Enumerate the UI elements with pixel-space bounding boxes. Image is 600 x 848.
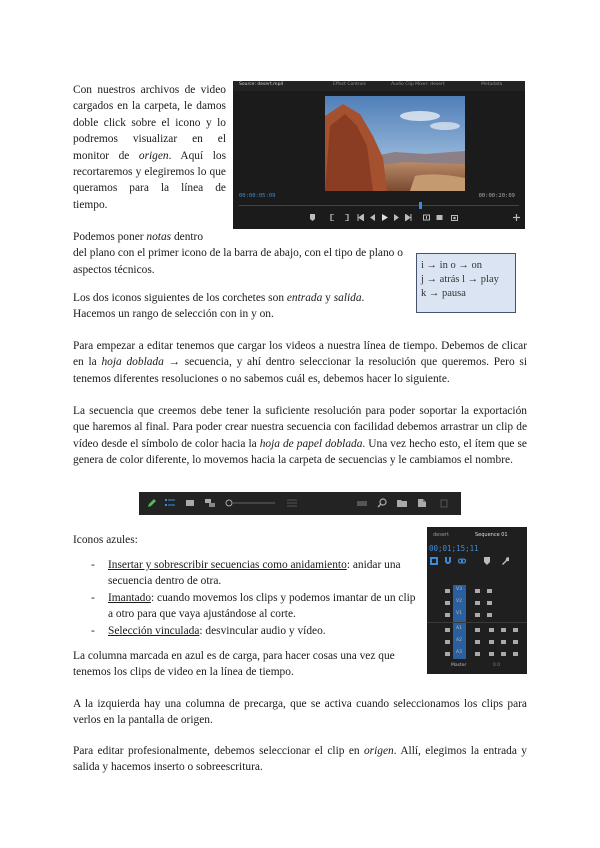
new-bin-icon[interactable] (397, 498, 407, 508)
track-row-a2 (441, 638, 521, 647)
snap-magnet-icon[interactable] (444, 557, 452, 565)
master-track-label: Master (451, 663, 467, 668)
bullet-term-imantado: Imantado (108, 591, 152, 604)
paragraph-sequence (73, 403, 527, 469)
paragraph-blue-column: La columna marcada en azul es de carga, para hacer cosas una vez que tenemos los clips de video en la línea de tiempo. (73, 650, 395, 679)
para2-text: Podemos poner (73, 231, 147, 243)
paragraph-in-out (73, 290, 408, 323)
wrench-icon[interactable] (501, 557, 509, 565)
list-view-icon[interactable] (165, 498, 175, 508)
bullet-desc-anidamiento: : anidar una secuencia dentro de otra. (108, 559, 401, 588)
mark-out-icon[interactable] (343, 214, 350, 221)
linked-selection-icon[interactable] (458, 557, 466, 565)
bullet-desc-imantado: : cuando movemos los clips y podemos imantar de un clip a otro para que vaya ajustándose al corte. (108, 591, 416, 621)
mute-icon[interactable] (489, 628, 494, 632)
mark-in-icon[interactable] (329, 214, 336, 221)
list-item (91, 590, 418, 623)
blue-icons-list (91, 557, 418, 639)
para2-emphasis: notas (146, 231, 172, 243)
monitor-tab-metadata[interactable]: Metadata (481, 82, 503, 87)
microphone-icon[interactable] (513, 628, 518, 632)
track-row-v2 (441, 599, 521, 608)
para4-text-end: → secuencia, y ahí dentro seleccionar la resolución que queremos. Pero si tenemos diferentes resoluciones o no sabemos cuál es, debemos hacer lo siguiente. (73, 356, 527, 385)
para1-emphasis: origen (138, 149, 169, 162)
para8-text: Para editar profesionalmente, debemos seleccionar el clip en (73, 745, 364, 757)
add-button-icon[interactable] (513, 214, 520, 221)
solo-icon[interactable] (501, 640, 506, 644)
track-label-a1: A1 (456, 626, 462, 631)
eye-icon[interactable] (487, 601, 492, 605)
zoom-slider[interactable] (225, 498, 275, 508)
timeline-timecode: 00;01;15;11 (429, 544, 479, 553)
add-marker-icon[interactable] (483, 557, 491, 565)
solo-icon[interactable] (501, 628, 506, 632)
paragraph-origin-monitor (73, 82, 226, 213)
microphone-icon[interactable] (513, 652, 518, 656)
track-label-a3: A3 (456, 650, 462, 655)
automate-to-sequence-icon[interactable] (357, 498, 367, 508)
paragraph-professional-edit (73, 743, 527, 776)
paragraph-notes (73, 229, 403, 278)
track-row-a1 (441, 626, 521, 635)
lock-icon[interactable] (445, 601, 450, 605)
project-panel-toolbar (139, 492, 461, 515)
lock-icon[interactable] (445, 652, 450, 656)
para5-text-end: . Una vez hecho esto, el ítem que se genera de color diferente, lo movemos hacia la carpeta de secuencias y le cambiamos el nombre. (73, 437, 527, 467)
sync-lock-icon[interactable] (475, 652, 480, 656)
source-monitor-screenshot (233, 81, 525, 229)
monitor-time-ruler[interactable] (239, 205, 519, 210)
export-frame-icon[interactable] (451, 214, 458, 221)
track-label-a2: A2 (456, 638, 462, 643)
lock-icon[interactable] (445, 640, 450, 644)
monitor-timecode-current: 00:00:05:09 (239, 193, 276, 199)
para1-text-end: . Aquí los recortaremos y elegiremos lo que queramos para la línea de tiempo. (73, 149, 226, 211)
icon-view-icon[interactable] (185, 498, 195, 508)
sync-lock-icon[interactable] (475, 589, 480, 593)
track-row-a3 (441, 650, 521, 659)
sort-icon[interactable] (287, 498, 297, 508)
microphone-icon[interactable] (513, 640, 518, 644)
go-to-in-icon[interactable] (357, 214, 364, 221)
monitor-timecode-duration: 00:00:20:09 (478, 193, 515, 199)
para3-emphasis-entrada: entrada (286, 292, 323, 304)
shortcut-keys-box (416, 253, 516, 313)
mute-icon[interactable] (489, 640, 494, 644)
timeline-tab-sequence[interactable]: Sequence 01 (475, 532, 508, 538)
mute-icon[interactable] (489, 652, 494, 656)
track-label-v2: V2 (456, 599, 462, 604)
eye-icon[interactable] (487, 589, 492, 593)
eye-icon[interactable] (487, 613, 492, 617)
para2-text-rest: del plano con el primer icono de la barra de abajo, con el tipo de plano o aspectos técnicos. (73, 247, 403, 276)
para3-text-and: y (322, 292, 334, 304)
track-row-v3 (441, 587, 521, 596)
shortcut-line-1: i → in o → on (421, 260, 482, 271)
sync-lock-icon[interactable] (475, 601, 480, 605)
list-item (91, 623, 418, 639)
lock-icon[interactable] (445, 613, 450, 617)
playhead-icon[interactable] (419, 202, 422, 209)
lock-icon[interactable] (445, 589, 450, 593)
monitor-tab-effects[interactable]: Effect Controls (333, 82, 366, 87)
shortcut-line-3: k → pausa (421, 288, 466, 299)
insert-icon[interactable] (423, 214, 430, 221)
video-frame-desert (325, 96, 465, 191)
track-row-v1 (441, 611, 521, 620)
master-track-value[interactable]: 0.0 (493, 663, 501, 668)
para3-text-end: . Hacemos un rango de selección con in y on. (73, 292, 365, 321)
timeline-track-panel (427, 527, 527, 674)
play-icon[interactable] (381, 214, 388, 221)
go-to-out-icon[interactable] (405, 214, 412, 221)
timeline-tab-desert[interactable]: desert (433, 532, 449, 538)
bullet-term-anidamiento: Insertar y sobrescribir secuencias como anidamiento (108, 559, 347, 571)
lock-icon[interactable] (445, 628, 450, 632)
nest-sequence-icon[interactable] (430, 557, 438, 565)
overwrite-icon[interactable] (436, 214, 443, 221)
track-label-v1: V1 (456, 611, 462, 616)
para2-text-mid: dentro (171, 231, 204, 243)
paragraph-load-videos (73, 338, 527, 387)
track-label-v3: V3 (456, 587, 462, 592)
bullet-term-seleccion: Selección vinculada (108, 624, 200, 637)
new-item-icon[interactable] (417, 498, 427, 508)
para8-emphasis: origen (363, 745, 394, 757)
pencil-icon[interactable] (147, 498, 157, 508)
sync-lock-icon[interactable] (475, 628, 480, 632)
sync-lock-icon[interactable] (475, 640, 480, 644)
step-back-icon[interactable] (369, 214, 376, 221)
monitor-tab-audio-mixer[interactable]: Audio Clip Mixer: desert (391, 82, 445, 87)
solo-icon[interactable] (501, 652, 506, 656)
monitor-tab-bar (233, 81, 525, 91)
bullet-desc-seleccion: : desvincular audio y vídeo. (199, 624, 326, 637)
para4-text: Para empezar a editar tenemos que cargar los videos a nuestra línea de tiempo. Debemos de clicar en la (73, 340, 527, 369)
clear-icon[interactable] (439, 498, 449, 508)
video-audio-divider (427, 622, 527, 623)
add-marker-icon[interactable] (309, 214, 316, 221)
find-icon[interactable] (377, 498, 387, 508)
para1-text: Con nuestros archivos de video cargados en la carpeta, le damos doble click sobre el icono y lo podremos visualizar en el monitor de (73, 84, 226, 162)
freeform-view-icon[interactable] (205, 498, 215, 508)
step-forward-icon[interactable] (393, 214, 400, 221)
monitor-tab-source[interactable]: Source: desert.mp4 (239, 82, 284, 87)
sync-lock-icon[interactable] (475, 613, 480, 617)
paragraph-preload-column: A la izquierda hay una columna de precarga, que se activa cuando seleccionamos los clips para verlos en la pantalla de origen. (73, 698, 527, 727)
para5-emphasis: hoja de papel doblada (259, 437, 363, 450)
shortcut-line-2: j → atrás l → play (421, 274, 499, 285)
para8-text-end: . Allí, elegimos la entrada y salida y hacemos inserto o sobreescritura. (73, 745, 527, 774)
para4-emphasis: hoja doblada (101, 356, 164, 369)
iconos-azules-heading: Iconos azules: (73, 534, 138, 546)
para5-text: La secuencia que creemos debe tener la suficiente resolución para poder soportar la exportación que haremos al final. Para poder crear nuestra secuencia con facilidad debemos arrastrar un clip de vídeo desde el símbolo de color hacia la (73, 405, 527, 450)
list-item (91, 557, 418, 590)
para3-text: Los dos iconos siguientes de los corchetes son (73, 292, 287, 304)
para3-emphasis-salida: salida (333, 292, 362, 304)
